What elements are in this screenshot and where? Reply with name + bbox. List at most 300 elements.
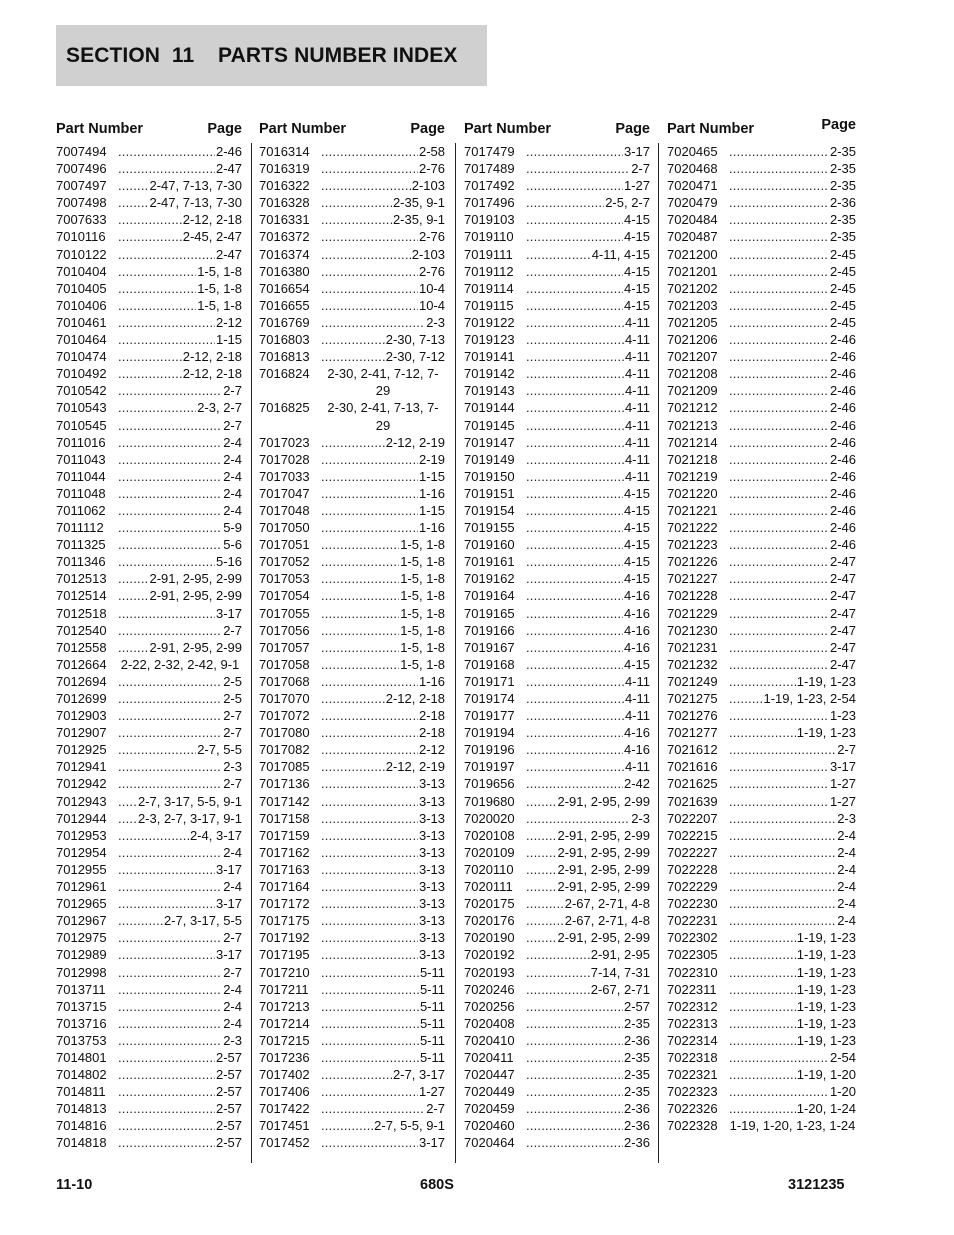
part-number: 7020411 bbox=[464, 1049, 514, 1065]
dot-leader bbox=[321, 707, 418, 724]
page-reference: 1-19, 1-23 bbox=[796, 930, 856, 946]
part-number: 7017028 bbox=[259, 451, 310, 467]
part-number: 7011016 bbox=[56, 434, 106, 450]
index-row bbox=[56, 946, 242, 963]
page-reference: 2-12 bbox=[418, 742, 445, 758]
index-row bbox=[259, 228, 445, 245]
dot-leader bbox=[526, 246, 591, 263]
part-number: 7019122 bbox=[464, 314, 515, 330]
index-row bbox=[464, 878, 650, 895]
part-number: 7020020 bbox=[464, 810, 515, 826]
page-reference: 2-91, 2-95, 2-99 bbox=[557, 793, 650, 809]
page-reference: 1-5, 1-8 bbox=[400, 554, 445, 570]
page-reference: 2-57 bbox=[215, 1101, 242, 1117]
dot-leader bbox=[729, 878, 836, 895]
dot-leader bbox=[526, 536, 623, 553]
part-number: 7022321 bbox=[667, 1067, 718, 1083]
part-number: 7021223 bbox=[667, 537, 718, 553]
part-number: 7017053 bbox=[259, 571, 310, 587]
index-row bbox=[259, 878, 445, 895]
part-number: 7017082 bbox=[259, 742, 310, 758]
index-row bbox=[56, 758, 242, 775]
index-row bbox=[259, 263, 445, 280]
index-row bbox=[56, 246, 242, 263]
dot-leader bbox=[118, 194, 148, 211]
dot-leader bbox=[118, 382, 222, 399]
index-row bbox=[667, 314, 856, 331]
page-reference: 2-12, 2-19 bbox=[385, 434, 445, 450]
column-divider bbox=[658, 143, 659, 1163]
dot-leader bbox=[526, 348, 624, 365]
index-row bbox=[259, 998, 445, 1015]
part-number: 7012961 bbox=[56, 879, 107, 895]
index-row bbox=[464, 793, 650, 810]
index-row bbox=[56, 587, 242, 604]
index-row bbox=[56, 417, 242, 434]
page-reference: 4-15 bbox=[623, 485, 650, 501]
dot-leader bbox=[118, 468, 222, 485]
dot-leader bbox=[321, 177, 411, 194]
page-reference: 2-45 bbox=[829, 314, 856, 330]
index-row bbox=[259, 246, 445, 263]
dot-leader bbox=[729, 775, 829, 792]
page-reference: 2-46 bbox=[829, 332, 856, 348]
index-row bbox=[667, 758, 856, 775]
page-reference: 4-11 bbox=[624, 332, 650, 348]
part-number: 7016331 bbox=[259, 212, 310, 228]
index-row bbox=[56, 810, 242, 827]
part-number: 7019145 bbox=[464, 417, 515, 433]
part-number: 7021227 bbox=[667, 571, 718, 587]
page-reference: 1-5, 1-8 bbox=[197, 297, 242, 313]
index-row bbox=[259, 1066, 445, 1083]
page-reference: 1-5, 1-8 bbox=[400, 588, 445, 604]
part-number: 7019114 bbox=[464, 280, 514, 296]
page-reference: 2-45 bbox=[829, 297, 856, 313]
page-reference: 2-5, 2-7 bbox=[605, 195, 650, 211]
dot-leader bbox=[321, 468, 418, 485]
dot-leader bbox=[321, 297, 418, 314]
dot-leader bbox=[526, 690, 624, 707]
dot-leader bbox=[729, 656, 829, 673]
part-number: 7019165 bbox=[464, 605, 515, 621]
dot-leader bbox=[729, 314, 829, 331]
dot-leader bbox=[729, 861, 836, 878]
part-number: 7017072 bbox=[259, 708, 310, 724]
part-number: 7012903 bbox=[56, 708, 107, 724]
page-reference: 2-67, 2-71, 4-8 bbox=[564, 896, 650, 912]
index-row bbox=[56, 177, 242, 194]
dot-leader bbox=[321, 690, 385, 707]
part-number: 7017033 bbox=[259, 468, 310, 484]
page-reference: 2-36 bbox=[623, 1101, 650, 1117]
page-reference: 2-5 bbox=[223, 673, 242, 689]
dot-leader bbox=[729, 502, 829, 519]
page-reference: 2-12, 2-18 bbox=[182, 212, 242, 228]
dot-leader bbox=[526, 622, 623, 639]
page-reference: 2-3 bbox=[631, 810, 650, 826]
index-row bbox=[667, 998, 856, 1015]
index-rows bbox=[464, 143, 650, 1152]
dot-leader bbox=[321, 895, 418, 912]
index-row bbox=[667, 553, 856, 570]
index-row bbox=[667, 194, 856, 211]
index-row bbox=[259, 194, 445, 211]
part-number: 7010545 bbox=[56, 417, 107, 433]
index-row bbox=[464, 211, 650, 228]
part-number: 7019194 bbox=[464, 725, 515, 741]
part-number: 7011062 bbox=[56, 502, 106, 518]
page-reference: 1-19, 1-23 bbox=[796, 725, 856, 741]
part-number: 7016374 bbox=[259, 246, 310, 262]
index-row bbox=[464, 1083, 650, 1100]
index-row bbox=[259, 143, 445, 160]
index-row bbox=[667, 861, 856, 878]
page-reference: 2-46 bbox=[829, 485, 856, 501]
part-number: 7016654 bbox=[259, 280, 310, 296]
index-row bbox=[464, 177, 650, 194]
part-number: 7021213 bbox=[667, 417, 718, 433]
part-number: 7021214 bbox=[667, 434, 718, 450]
page-reference: 1-27 bbox=[623, 178, 650, 194]
dot-leader bbox=[118, 1015, 222, 1032]
index-row bbox=[667, 690, 856, 707]
page-reference: 2-46 bbox=[829, 468, 856, 484]
dot-leader bbox=[526, 981, 590, 998]
page-reference: 1-5, 1-8 bbox=[197, 280, 242, 296]
dot-leader bbox=[729, 1049, 829, 1066]
index-row bbox=[259, 758, 445, 775]
dot-leader bbox=[526, 331, 624, 348]
index-row bbox=[464, 246, 650, 263]
index-row bbox=[667, 434, 856, 451]
dot-leader bbox=[526, 810, 630, 827]
dot-leader bbox=[729, 160, 829, 177]
index-row bbox=[667, 348, 856, 365]
page-reference: 2-7 bbox=[223, 383, 242, 399]
index-row bbox=[667, 1032, 856, 1049]
part-number: 7020468 bbox=[667, 161, 718, 177]
dot-leader bbox=[526, 194, 604, 211]
dot-leader bbox=[729, 331, 829, 348]
dot-leader bbox=[118, 622, 222, 639]
dot-leader bbox=[526, 553, 623, 570]
part-number: 7021201 bbox=[667, 263, 718, 279]
index-row bbox=[56, 519, 242, 536]
index-row bbox=[56, 981, 242, 998]
part-number: 7021200 bbox=[667, 246, 718, 262]
page-reference: 2-4 bbox=[223, 998, 242, 1014]
index-row bbox=[464, 827, 650, 844]
dot-leader bbox=[729, 810, 836, 827]
part-number: 7022313 bbox=[667, 1015, 718, 1031]
index-row bbox=[56, 998, 242, 1015]
page-reference: 2-47 bbox=[215, 161, 242, 177]
dot-leader bbox=[118, 775, 222, 792]
dot-leader bbox=[729, 758, 829, 775]
index-row bbox=[56, 434, 242, 451]
dot-leader bbox=[729, 981, 796, 998]
index-row bbox=[259, 553, 445, 570]
page-reference: 1-19, 1-23 bbox=[796, 964, 856, 980]
index-row bbox=[464, 331, 650, 348]
dot-leader bbox=[118, 314, 215, 331]
dot-leader bbox=[118, 827, 189, 844]
dot-leader bbox=[526, 451, 624, 468]
index-row bbox=[259, 844, 445, 861]
page-reference: 3-17 bbox=[829, 759, 856, 775]
index-row bbox=[667, 417, 856, 434]
dot-leader bbox=[526, 1117, 623, 1134]
index-row bbox=[667, 246, 856, 263]
index-row bbox=[667, 211, 856, 228]
index-row bbox=[259, 485, 445, 502]
page-reference: 2-7 bbox=[837, 742, 856, 758]
part-number: 7017406 bbox=[259, 1084, 310, 1100]
part-number: 7021219 bbox=[667, 468, 718, 484]
index-row bbox=[464, 929, 650, 946]
page-reference: 2-12, 2-18 bbox=[385, 691, 445, 706]
part-number: 7022314 bbox=[667, 1032, 718, 1048]
dot-leader bbox=[118, 810, 137, 827]
page-reference: 2-4 bbox=[837, 861, 856, 877]
part-number: 7021222 bbox=[667, 520, 718, 536]
dot-leader bbox=[321, 263, 418, 280]
section-header bbox=[56, 25, 487, 86]
page-reference: 4-16 bbox=[623, 622, 650, 638]
part-number: 7020460 bbox=[464, 1118, 515, 1134]
part-number: 7021231 bbox=[667, 639, 718, 655]
index-row bbox=[464, 263, 650, 280]
index-row bbox=[667, 502, 856, 519]
index-row bbox=[667, 622, 856, 639]
dot-leader bbox=[321, 639, 399, 656]
dot-leader bbox=[118, 964, 222, 981]
part-number: 7017496 bbox=[464, 195, 515, 211]
dot-leader bbox=[526, 775, 623, 792]
dot-leader bbox=[321, 143, 418, 160]
dot-leader bbox=[526, 1032, 623, 1049]
part-number: 7012513 bbox=[56, 571, 107, 587]
part-number: 7021221 bbox=[667, 502, 718, 518]
page-reference: 4-11 bbox=[624, 400, 650, 416]
dot-leader bbox=[118, 399, 196, 416]
index-row bbox=[667, 263, 856, 280]
part-number: 7022318 bbox=[667, 1049, 718, 1065]
dot-leader bbox=[118, 451, 222, 468]
index-row bbox=[464, 707, 650, 724]
dot-leader bbox=[118, 177, 148, 194]
index-row bbox=[56, 399, 242, 416]
part-number: 7019112 bbox=[464, 263, 514, 279]
index-row bbox=[259, 280, 445, 297]
dot-leader bbox=[118, 365, 182, 382]
dot-leader bbox=[729, 536, 829, 553]
part-number: 7012694 bbox=[56, 673, 107, 689]
part-number: 7012965 bbox=[56, 896, 107, 912]
page-reference: 3-13 bbox=[418, 810, 445, 826]
page-reference: 2-4, 3-17 bbox=[189, 827, 242, 843]
dot-leader bbox=[118, 228, 182, 245]
dot-leader bbox=[118, 707, 222, 724]
part-number: 7016813 bbox=[259, 349, 310, 365]
column-header bbox=[259, 117, 445, 141]
index-row bbox=[56, 878, 242, 895]
part-number: 7022231 bbox=[667, 913, 718, 929]
index-row bbox=[667, 297, 856, 314]
index-row bbox=[259, 297, 445, 314]
part-number: 7019151 bbox=[464, 485, 515, 501]
page-reference: 2-35 bbox=[829, 144, 856, 159]
part-number: 7020256 bbox=[464, 998, 515, 1014]
part-number: 7014816 bbox=[56, 1118, 107, 1134]
part-number: 7014811 bbox=[56, 1084, 106, 1100]
page-reference: 4-11 bbox=[624, 759, 650, 775]
part-number: 7017159 bbox=[259, 827, 310, 843]
part-number: 7020484 bbox=[667, 212, 718, 228]
page-reference: 2-46 bbox=[829, 434, 856, 450]
index-row bbox=[667, 1066, 856, 1083]
page-reference: 2-47, 7-13, 7-30 bbox=[149, 178, 242, 194]
part-number: 7019143 bbox=[464, 383, 515, 399]
dot-leader bbox=[526, 998, 623, 1015]
part-number-heading: Part Number bbox=[56, 121, 144, 137]
dot-leader bbox=[118, 263, 196, 280]
index-row bbox=[56, 707, 242, 724]
dot-leader bbox=[118, 553, 215, 570]
part-number: 7010492 bbox=[56, 366, 107, 382]
part-number: 7022215 bbox=[667, 827, 718, 843]
page-reference: 2-7 bbox=[223, 725, 242, 741]
dot-leader bbox=[321, 502, 418, 519]
dot-leader bbox=[118, 878, 222, 895]
dot-leader bbox=[321, 1117, 373, 1134]
part-number: 7011112 bbox=[56, 520, 104, 536]
part-number: 7021230 bbox=[667, 622, 718, 638]
page-reference: 4-15 bbox=[623, 537, 650, 553]
part-number: 7012518 bbox=[56, 605, 107, 621]
index-row bbox=[464, 1015, 650, 1032]
page-reference: 4-16 bbox=[623, 725, 650, 741]
part-number: 7019160 bbox=[464, 537, 515, 553]
index-row bbox=[259, 587, 445, 604]
dot-leader bbox=[321, 280, 418, 297]
dot-leader bbox=[118, 297, 196, 314]
index-row bbox=[464, 810, 650, 827]
index-row bbox=[464, 348, 650, 365]
page-reference: 4-11, 4-15 bbox=[591, 246, 650, 262]
dot-leader bbox=[321, 228, 418, 245]
dot-leader bbox=[118, 793, 137, 810]
page-reference: 2-45 bbox=[829, 263, 856, 279]
dot-leader bbox=[118, 690, 222, 707]
dot-leader bbox=[729, 639, 829, 656]
index-row bbox=[259, 690, 445, 707]
page-reference: 3-13 bbox=[418, 879, 445, 895]
part-number: 7022207 bbox=[667, 810, 718, 826]
page-heading: Page bbox=[207, 121, 242, 137]
part-number: 7014813 bbox=[56, 1101, 107, 1117]
page-reference: 2-7, 3-17, 5-5 bbox=[163, 913, 242, 929]
dot-leader bbox=[118, 1117, 215, 1134]
part-number: 7020479 bbox=[667, 195, 718, 211]
dot-leader bbox=[729, 468, 829, 485]
page-reference: 3-13 bbox=[418, 776, 445, 792]
page-reference: 2-35, 9-1 bbox=[392, 212, 445, 228]
page-reference: 1-5, 1-8 bbox=[400, 639, 445, 655]
page-reference: 2-30, 7-13 bbox=[385, 332, 445, 348]
part-number: 7017052 bbox=[259, 554, 310, 570]
dot-leader bbox=[729, 297, 829, 314]
page-reference: 2-7 bbox=[631, 161, 650, 177]
part-number: 7017215 bbox=[259, 1032, 310, 1048]
page-reference: 1-19, 1-23 bbox=[796, 673, 856, 689]
dot-leader bbox=[321, 912, 418, 929]
page-reference: 1-16 bbox=[418, 673, 445, 689]
part-number: 7017192 bbox=[259, 930, 310, 946]
index-row bbox=[56, 827, 242, 844]
dot-leader bbox=[321, 656, 399, 673]
dot-leader bbox=[118, 1032, 222, 1049]
part-number: 7012944 bbox=[56, 810, 107, 826]
dot-leader bbox=[729, 177, 829, 194]
dot-leader bbox=[526, 946, 590, 963]
part-number: 7012967 bbox=[56, 913, 107, 929]
part-number-heading: Part Number bbox=[667, 121, 755, 137]
index-row bbox=[667, 1117, 856, 1134]
index-row bbox=[259, 981, 445, 998]
part-number: 7012955 bbox=[56, 861, 107, 877]
dot-leader bbox=[729, 793, 829, 810]
dot-leader bbox=[526, 417, 624, 434]
part-number: 7022227 bbox=[667, 844, 718, 860]
page-reference: 2-35 bbox=[623, 1067, 650, 1083]
dot-leader bbox=[526, 793, 556, 810]
part-number: 7019149 bbox=[464, 451, 515, 467]
index-row bbox=[56, 1117, 242, 1134]
part-number: 7017210 bbox=[259, 964, 310, 980]
part-number: 7013753 bbox=[56, 1032, 107, 1048]
dot-leader bbox=[321, 160, 418, 177]
index-column-3 bbox=[464, 117, 650, 1162]
page-reference: 2-3, 2-7, 3-17, 9-1 bbox=[137, 810, 242, 826]
part-number: 7012558 bbox=[56, 639, 107, 655]
dot-leader bbox=[321, 211, 392, 228]
dot-leader bbox=[321, 434, 385, 451]
part-number: 7020246 bbox=[464, 981, 515, 997]
page-reference: 2-19 bbox=[418, 451, 445, 467]
page-reference: 1-27 bbox=[829, 776, 856, 792]
page-reference: 2-18 bbox=[418, 708, 445, 724]
dot-leader bbox=[321, 758, 385, 775]
part-number: 7017158 bbox=[259, 810, 310, 826]
part-number: 7021205 bbox=[667, 314, 718, 330]
part-number: 7021616 bbox=[667, 759, 718, 775]
dot-leader bbox=[729, 365, 829, 382]
index-row bbox=[56, 793, 242, 810]
dot-leader bbox=[526, 502, 623, 519]
part-number: 7010542 bbox=[56, 383, 107, 399]
page-reference: 3-13 bbox=[418, 930, 445, 946]
part-number: 7022305 bbox=[667, 947, 718, 963]
index-row bbox=[56, 656, 242, 673]
index-row bbox=[667, 844, 856, 861]
part-number: 7022310 bbox=[667, 964, 718, 980]
page-reference: 1-27 bbox=[418, 1084, 445, 1100]
page-reference: 2-4 bbox=[223, 844, 242, 860]
part-number: 7017055 bbox=[259, 605, 310, 621]
dot-leader bbox=[526, 844, 556, 861]
